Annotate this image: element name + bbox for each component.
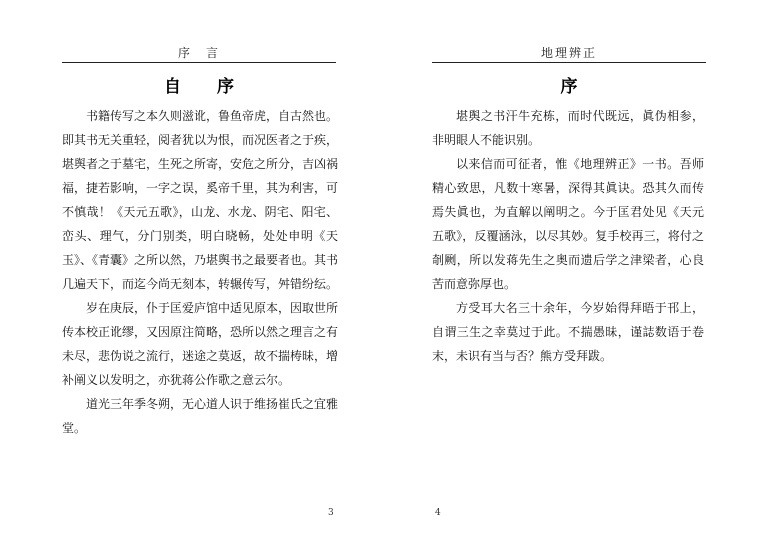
paragraph: 方受耳大名三十余年，今岁始得拜晤于邗上，自谓三生之幸莫过于此。不揣愚昧，谨誌数语于卷末，未识有当与否？熊方受拜跋。 xyxy=(432,301,704,363)
page-number: 4 xyxy=(435,508,441,518)
chapter-title: 序 xyxy=(560,77,578,97)
right-page xyxy=(384,0,768,553)
body-text xyxy=(62,104,338,440)
header-rule xyxy=(432,62,706,63)
body-text xyxy=(432,104,704,368)
page-number: 3 xyxy=(328,508,334,518)
paragraph: 岁在庚辰，仆于匡爱庐馆中适见原本，因取世所传本校正讹缪，又因原注简略，恐所以然之理言之有未尽，悲伪说之流行，迷途之莫返，故不揣梼昧，增补阐义以发明之，亦犹蒋公作歌之意云尔。 xyxy=(62,301,339,387)
running-head: 地理辨正 xyxy=(540,46,597,60)
chapter-title: 自序 xyxy=(164,77,270,97)
paragraph: 道光三年季冬朔，无心道人识于维扬崔氏之宜雅堂。 xyxy=(62,397,339,435)
paragraph: 以来信而可征者，惟《地理辨正》一书。吾师精心致思，凡数十寒暑，深得其眞诀。恐其久而传焉失眞也，为直解以阐明之。今于匡君处见《天元五歌》，反覆涵泳，以尽其妙。复手校再三，将付之剞劂，所以发蒋先生之奥而遗后学之津梁者，心良苦而意弥厚也。 xyxy=(432,157,704,291)
running-head: 序 言 xyxy=(177,46,220,60)
header-rule xyxy=(62,62,336,63)
paragraph: 书籍传写之本久则滋讹，鲁鱼帝虎，自古然也。即其书无关重轻，阅者犹以为恨，而况医者之于疾，堪舆者之于墓宅，生死之所寄，安危之所分，吉凶祸福，捷若影响，一字之误，奚帝千里，其为利害，可不慎哉！《天元五歌》，山龙、水龙、阴宅、阳宅、峦头、理气，分门别类，明白晓畅，处处申明《天玉》、《青囊》之所以然，乃堪舆书之最要者也。其书几遍天下，而迄今尚无刻本，转辗传写，舛错纷纭。 xyxy=(62,109,339,291)
paragraph: 堪舆之书汗牛充栋，而时代既远，眞伪相参，非明眼人不能识别。 xyxy=(432,109,704,147)
